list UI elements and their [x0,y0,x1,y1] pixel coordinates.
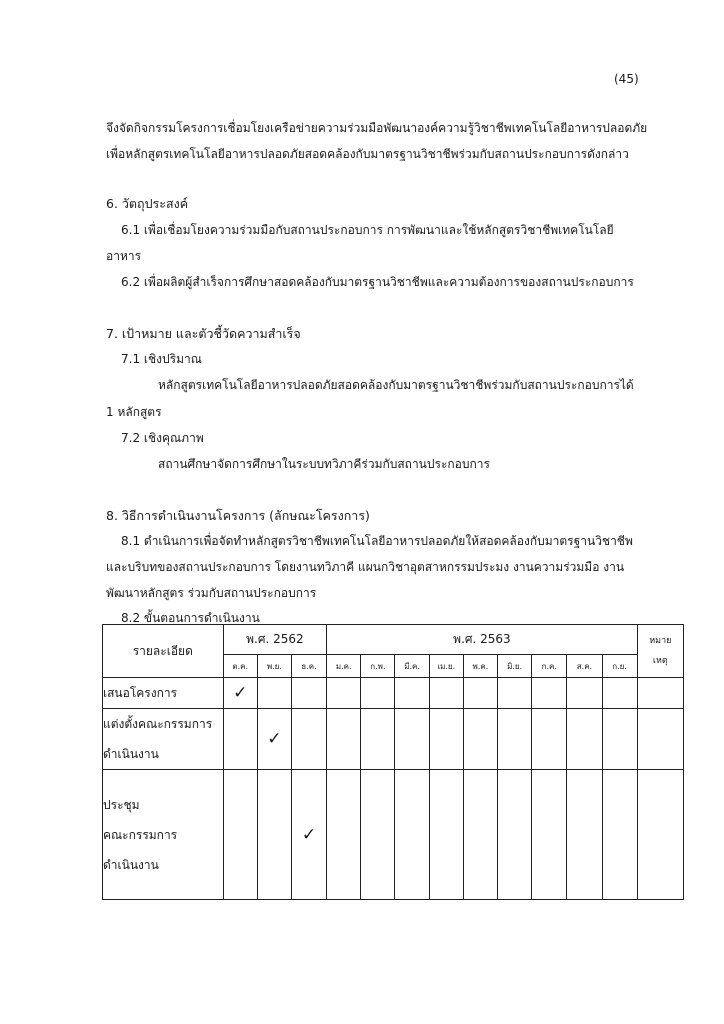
detail-header: รายละเอียด [103,625,224,678]
target-7-1-line-1: หลักสูตรเทคโนโลยีอาหารปลอดภัยสอดคล้องกับมาตรฐานวิชาชีพร่วมกับสถานประกอบการได้ [158,378,634,392]
month-cell [223,709,257,770]
month-header: ม.ค. [327,655,361,678]
month-cell [429,770,463,900]
month-cell [602,770,637,900]
task-line: ประชุม [103,797,140,812]
objective-6-1-line-1: 6.1 เพื่อเชื่อมโยงความร่วมมือกับสถานประกอบการ การพัฒนาและใช้หลักสูตรวิชาชีพเทคโนโลยี [121,223,614,237]
month-cell [429,678,463,709]
month-cell [532,770,567,900]
year-2563-header: พ.ศ. 2563 [327,625,638,655]
section-8-heading: 8. วิธีการดำเนินงานโครงการ (ลักษณะโครงการ) [106,508,370,523]
month-header: เม.ย. [429,655,463,678]
month-header: ธ.ค. [291,655,326,678]
table-row [103,709,684,770]
target-7-2-heading: 7.2 เชิงคุณภาพ [121,431,204,445]
month-cell [257,770,291,900]
method-8-1-line-3: พัฒนาหลักสูตร ร่วมกับสถานประกอบการ [106,586,317,600]
page-number: (45) [614,72,639,86]
month-header: พ.ย. [257,655,291,678]
remarks-cell [637,678,683,709]
month-cell [327,770,361,900]
section-7-heading: 7. เป้าหมาย และตัวชี้วัดความสำเร็จ [106,326,301,341]
month-cell [567,770,602,900]
remarks-header-line-2: เหตุ [652,656,668,666]
month-cell [361,770,395,900]
check-icon: ✓ [267,729,282,749]
month-cell [361,678,395,709]
month-header: ส.ค. [567,655,602,678]
month-cell [429,709,463,770]
month-cell [532,678,567,709]
month-cell [395,709,429,770]
month-cell [532,709,567,770]
task-line: ดำเนินงาน [103,747,159,761]
check-icon: ✓ [301,824,317,845]
table-row [103,770,684,900]
month-header: ต.ค. [223,655,257,678]
target-7-2-line-1: สถานศึกษาจัดการศึกษาในระบบทวิภาคีร่วมกับสถานประกอบการ [158,457,490,471]
section-6-heading: 6. วัตถุประสงค์ [106,196,189,211]
check-icon: ✓ [233,683,248,703]
month-cell [567,709,602,770]
month-cell [291,709,326,770]
month-cell [291,770,326,900]
month-cell [567,678,602,709]
method-8-2-heading: 8.2 ขั้นตอนการดำเนินงาน [121,611,260,625]
remarks-cell [637,709,683,770]
table-row [103,678,684,709]
month-cell [361,709,395,770]
month-cell [223,770,257,900]
month-cell [257,678,291,709]
month-cell [602,678,637,709]
task-description [103,709,224,770]
schedule-table [102,624,684,900]
month-cell [257,709,291,770]
task-line: เสนอโครงการ [103,686,178,700]
month-cell [463,678,497,709]
task-description [103,770,224,900]
month-cell [463,709,497,770]
task-line: ดำเนินงาน [103,857,159,872]
method-8-1-line-1: 8.1 ดำเนินการเพื่อจัดทำหลักสูตรวิชาชีพเทคโนโลยีอาหารปลอดภัยให้สอดคล้องกับมาตรฐานวิชาชีพ [121,534,633,548]
month-cell [291,678,326,709]
month-cell [395,770,429,900]
month-header: ก.พ. [361,655,395,678]
month-cell [602,709,637,770]
month-cell [463,770,497,900]
month-cell [498,678,532,709]
month-cell [498,770,532,900]
month-cell [327,678,361,709]
target-7-1-line-2: 1 หลักสูตร [106,405,162,419]
objective-6-1-line-2: อาหาร [106,249,142,263]
month-header: ก.ค. [532,655,567,678]
month-header: พ.ค. [463,655,497,678]
objective-6-2: 6.2 เพื่อผลิตผู้สำเร็จการศึกษาสอดคล้องกับมาตรฐานวิชาชีพและความต้องการของสถานประกอบการ [121,275,634,289]
month-cell [223,678,257,709]
method-8-1-line-2: และบริบทของสถานประกอบการ โดยงานทวิภาคี แผนกวิชาอุตสาหกรรมประมง งานความร่วมมือ งาน [106,560,625,574]
task-description [103,678,224,709]
remarks-cell [637,770,683,900]
task-line: แต่งตั้งคณะกรรมการ [103,717,213,731]
body-line-2: เพื่อหลักสูตรเทคโนโลยีอาหารปลอดภัยสอดคล้องกับมาตรฐานวิชาชีพร่วมกับสถานประกอบการดังกล่าว [106,147,629,161]
year-2562-header: พ.ศ. 2562 [223,625,327,655]
task-line: คณะกรรมการ [103,827,178,842]
month-cell [395,678,429,709]
month-header: ก.ย. [602,655,637,678]
body-line-1: จึงจัดกิจกรรมโครงการเชื่อมโยงเครือข่ายความร่วมมือพัฒนาองค์ความรู้วิชาชีพเทคโนโลยีอาหารปลอดภัย [106,121,648,135]
month-header: มี.ค. [395,655,429,678]
month-cell [498,709,532,770]
month-cell [327,709,361,770]
month-header: มิ.ย. [498,655,532,678]
remarks-header-line-1: หมาย [649,636,672,646]
target-7-1-heading: 7.1 เชิงปริมาณ [121,352,202,366]
remarks-header [637,625,683,678]
